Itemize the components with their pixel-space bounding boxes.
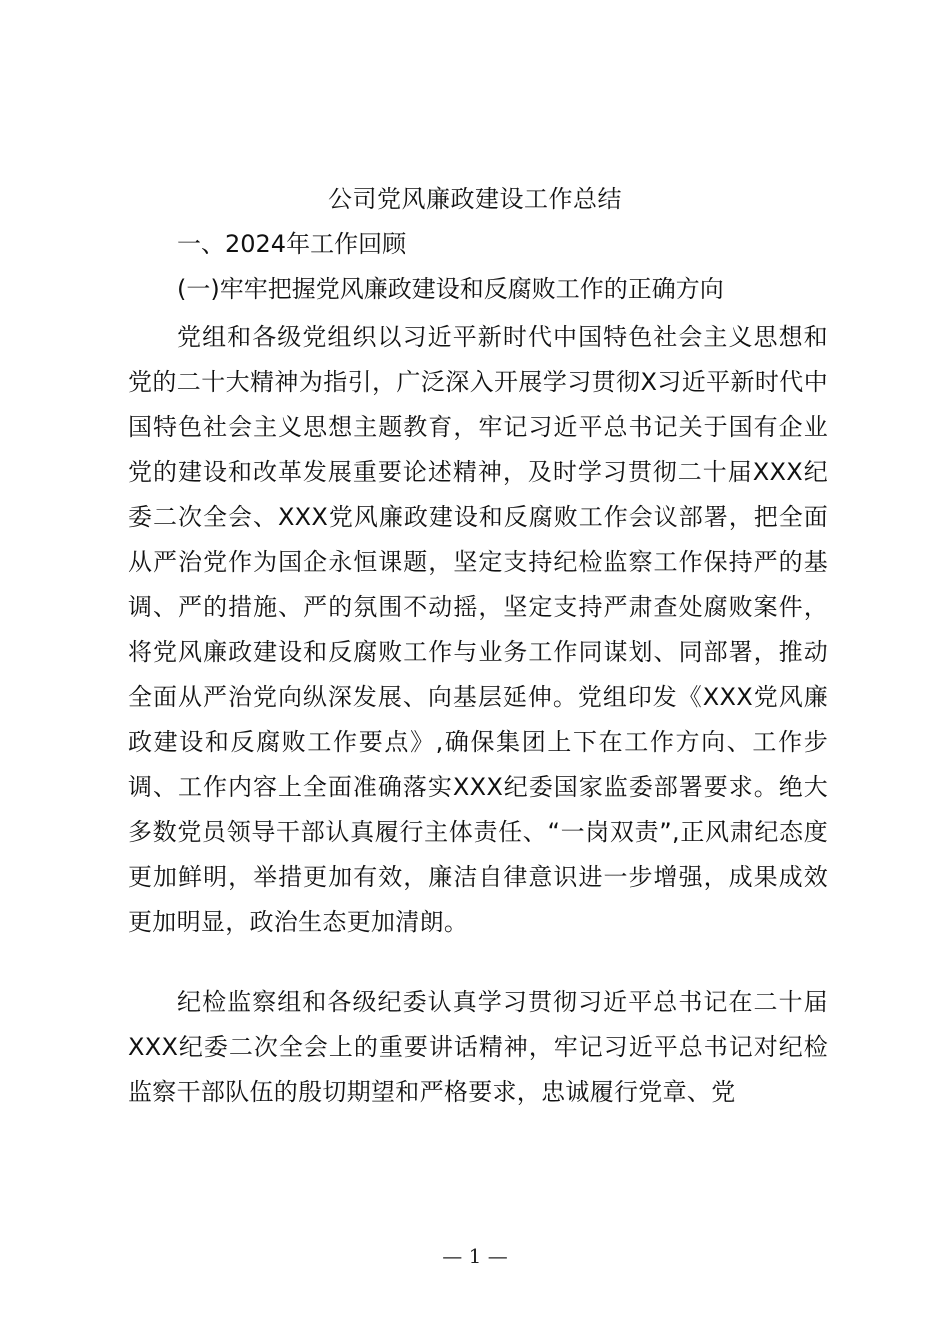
document-title: 公司党风廉政建设工作总结 (328, 185, 622, 213)
body-paragraph-2: 纪检监察组和各级纪委认真学习贯彻习近平总书记在二十届XXX纪委二次全会上的重要讲话精神，牢记习近平总书记对纪检监察干部队伍的殷切期望和严格要求，忠诚履行党章、党 (128, 988, 828, 1106)
section-heading: 一、2024年工作回顾 (177, 230, 407, 258)
body-paragraph-1: 党组和各级党组织以习近平新时代中国特色社会主义思想和党的二十大精神为指引，广泛深入开展学习贯彻X习近平新时代中国特色社会主义思想主题教育，牢记习近平总书记关于国有企业党的建设和改革发展重要论述精神，及时学习贯彻二十届XXX纪委二次全会、XXX党风廉政建设和反腐败工作会议部署，把全面从严治党作为国企永恒课题，坚定支持纪检监察工作保持严的基调、严的措施、严的氛围不动摇，坚定支持严肃查处腐败案件，将党风廉政建设和反腐败工作与业务工作同谋划、同部署，推动全面从严治党向纵深发展、向基层延伸。党组印发《XXX党风廉政建设和反腐败工作要点》,确保集团上下在工作方向、工作步调、工作内容上全面准确落实XXX纪委国家监委部署要求。绝大多数党员领导干部认真履行主体责任、“一岗双责”,正风肃纪态度更加鲜明，举措更加有效，廉洁自律意识进一步增强，成果成效更加明显，政治生态更加清朗。 (128, 323, 828, 936)
subsection-heading: (一)牢牢把握党风廉政建设和反腐败工作的正确方向 (177, 275, 724, 303)
page-number: — 1 — (442, 1244, 508, 1268)
